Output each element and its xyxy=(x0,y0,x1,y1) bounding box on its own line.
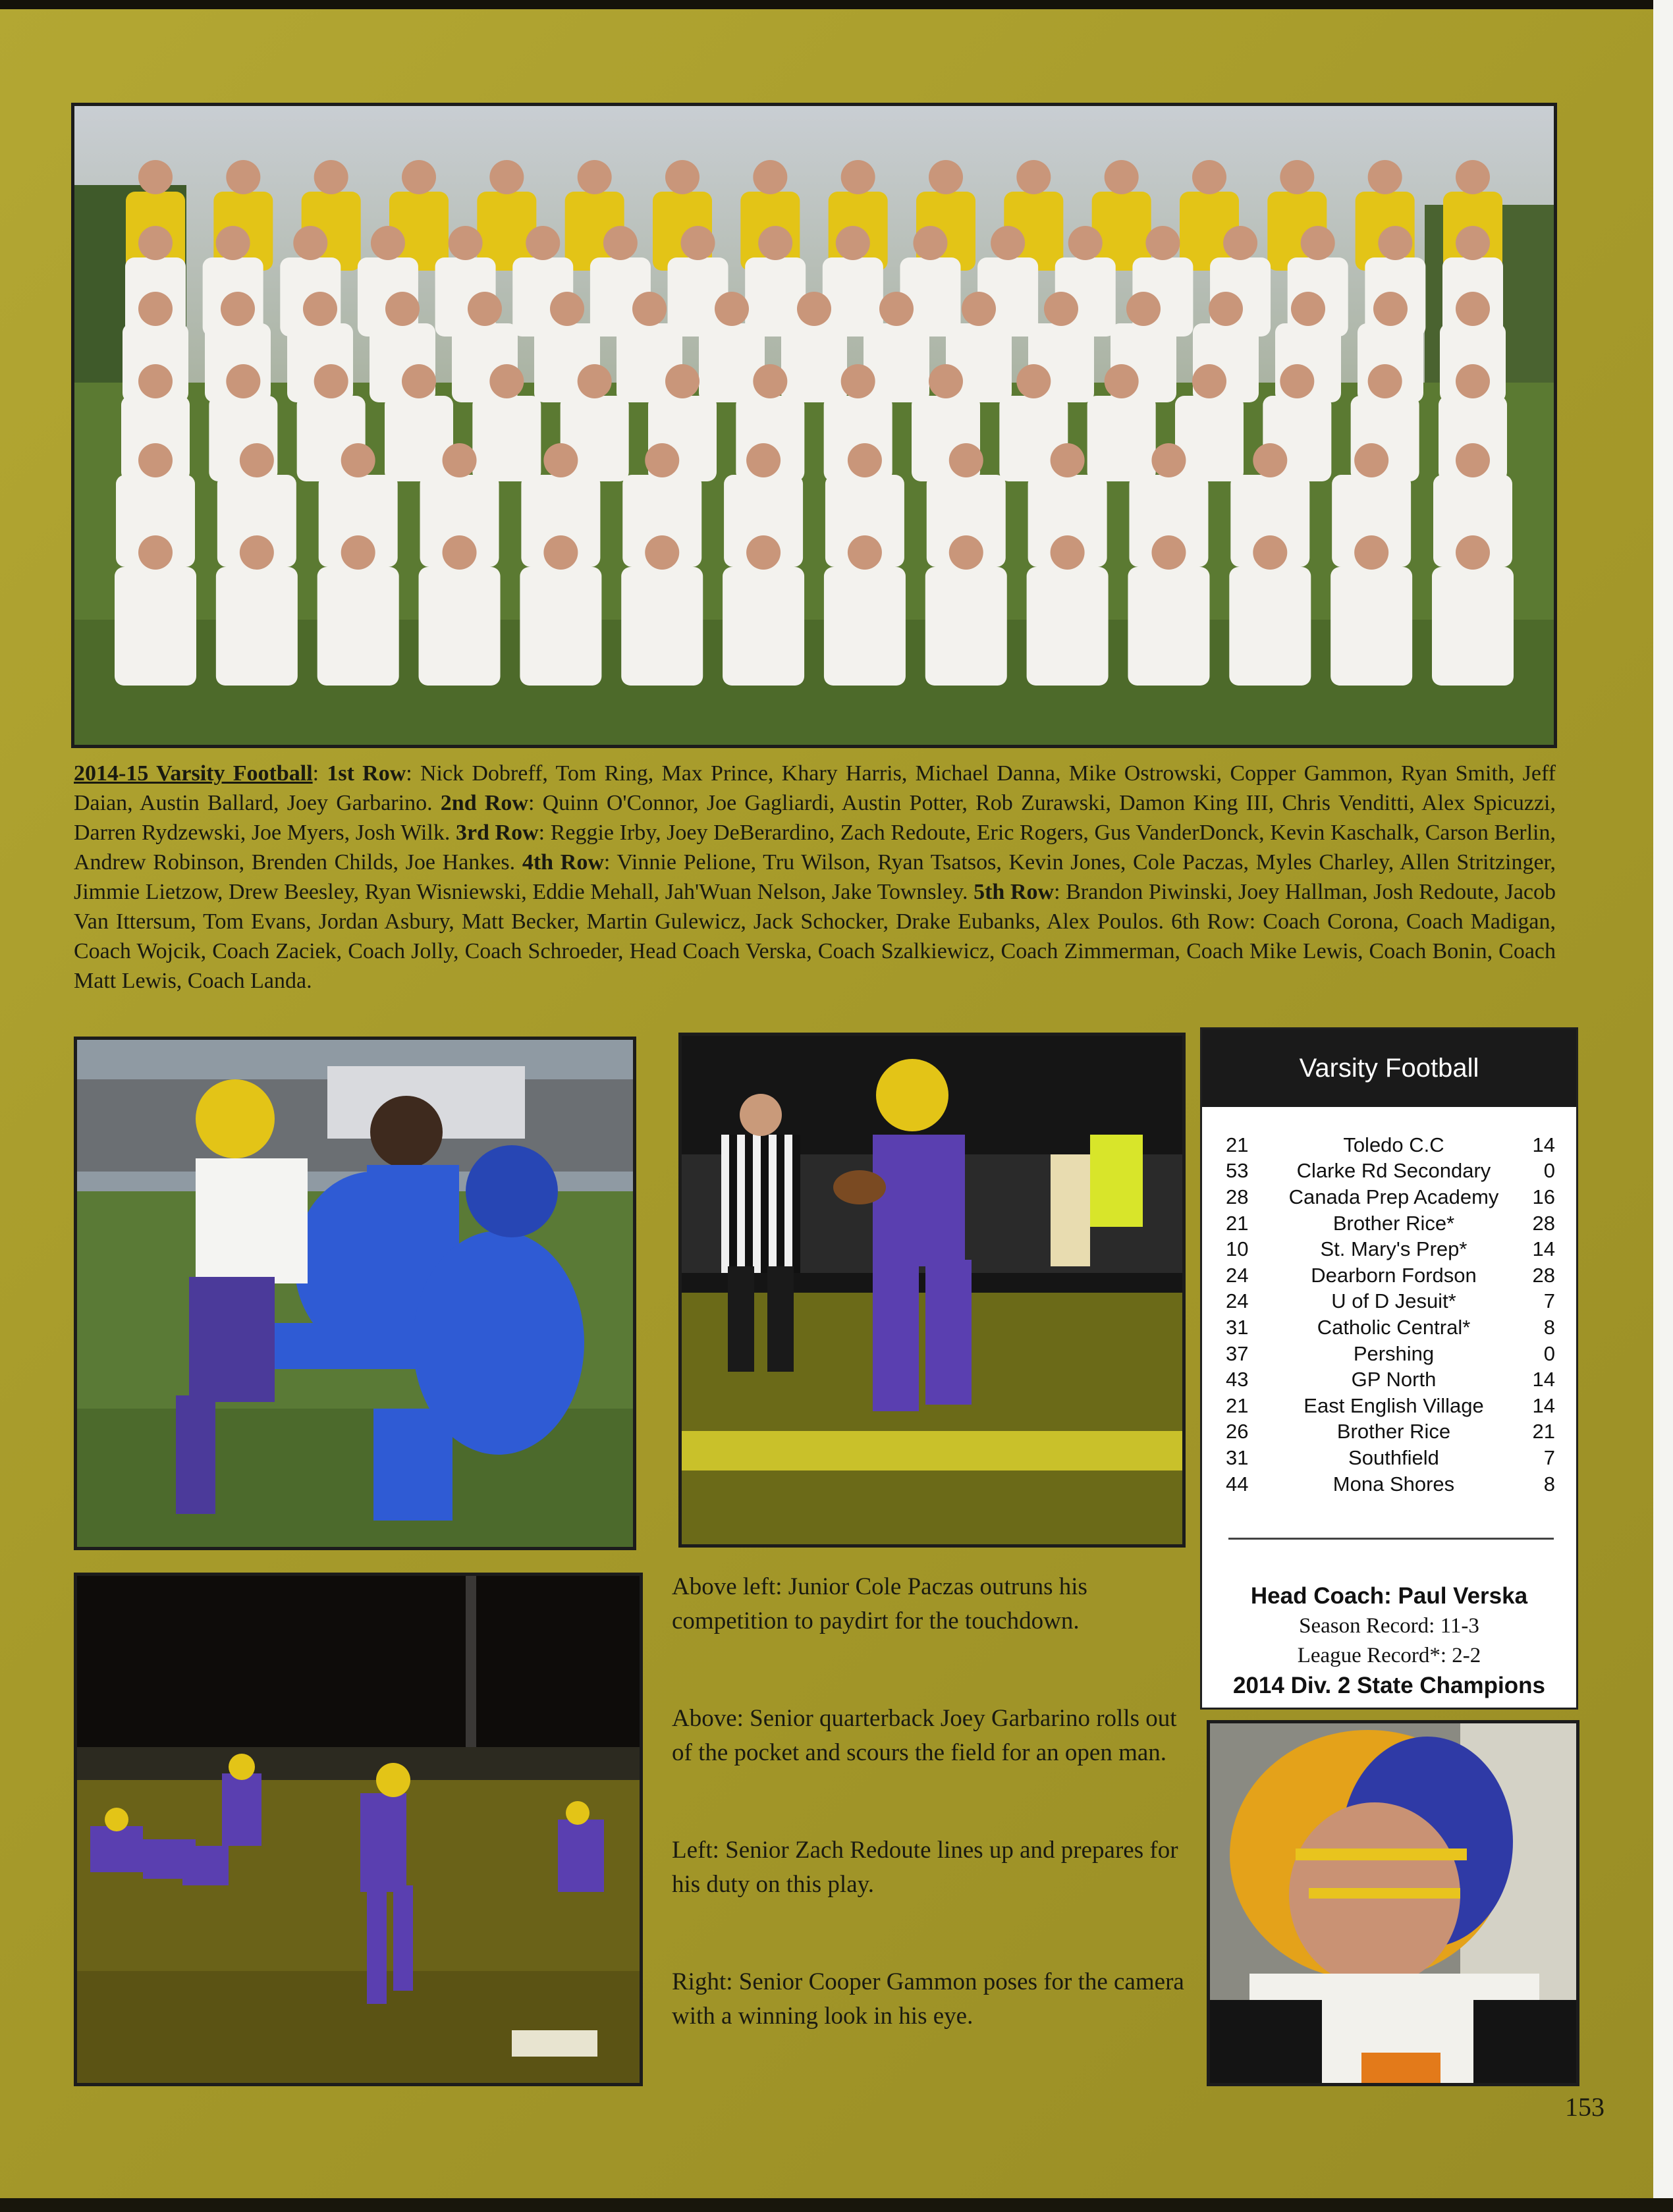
caption-portrait: Right: Senior Cooper Gammon poses for the camera with a winning look in his eye. xyxy=(672,1968,1184,2030)
our-score: 24 xyxy=(1226,1263,1249,1287)
row-names: Nick Dobreff, Tom Ring, Max Prince, Khary Harris, Michael Danna, Mike Ostrowski, Copper Gammon, Ryan Smith, Jeff Daian, Austin Ballard, Joey Garbarino. xyxy=(74,761,1556,815)
opponent-name: Brother Rice xyxy=(1336,1420,1451,1443)
row-label: 6th Row xyxy=(1171,909,1249,934)
opponent-name: Dearborn Fordson xyxy=(1311,1263,1477,1287)
row-label: 4th Row xyxy=(522,850,604,875)
caption-runner: Above left: Junior Cole Paczas outruns his competition to paydirt for the touchdown. xyxy=(672,1573,1087,1634)
our-score: 21 xyxy=(1226,1211,1249,1235)
team-photo xyxy=(71,103,1557,748)
row-names: Quinn O'Connor, Joe Gagliardi, Austin Potter, Rob Zurawski, Damon King III, Chris Venditti, Alex Spicuzzi, Darren Rydzewski, Joe Myers, Josh Wilk. xyxy=(74,791,1556,845)
opponent-score: 7 xyxy=(1543,1289,1555,1313)
opponent-score: 21 xyxy=(1532,1420,1555,1443)
team-caption: 2014-15 Varsity Football: 1st Row: Nick Dobreff, Tom Ring, Max Prince, Khary Harris, Michael Danna, Mike Ostrowski, Copper Gammon, Ryan Smith, Jeff Daian, Austin Ballard, Joey Garbarino. 2nd Row: Quinn O'Connor, Joe Gagliardi, Austin Potter, Rob Zurawski, Damon King III, Chris Venditti, Alex Spicuzzi, Darren Rydzewski, Joe Myers, Josh Wilk. 3rd Row: Reggie Irby, Joey DeBerardino, Zach Redoute, Eric Rogers, Gus VanderDonck, Kevin Kaschalk, Carson Berlin, Andrew Robinson, Brenden Childs, Joe Hankes. 4th Row: Vinnie Pelione, Tru Wilson, Ryan Tsatsos, Kevin Jones, Cole Paczas, Myles Charley, Allen Stritzinger, Jimmie Lietzow, Drew Beesley, Ryan Wisniewski, Eddie Mehall, Jah'Wuan Nelson, Jake Townsley. 5th Row: Brandon Piwinski, Joey Hallman, Josh Redoute, Jacob Van Ittersum, Tom Evans, Jordan Asbury, Matt Becker, Martin Gulewicz, Jack Schocker, Drake Eubanks, Alex Poulos. 6th Row: Coach Corona, Coach Madigan, Coach Wojcik, Coach Zaciek, Coach Jolly, Coach Schroeder, Head Coach Verska, Coach Szalkiewicz, Coach Zimmerman, Coach Mike Lewis, Coach Bonin, Coach Matt Lewis, Coach Landa. xyxy=(74,761,1556,993)
caption-line: Left: Senior Zach Redoute lines up and prepares for his duty on this play. xyxy=(672,1837,1178,1898)
scan-edge-bottom xyxy=(0,2198,1673,2212)
scan-edge-right xyxy=(1653,0,1673,2212)
opponent-name: Mona Shores xyxy=(1332,1472,1455,1496)
opponent-name: St. Mary's Prep* xyxy=(1320,1237,1467,1261)
our-score: 28 xyxy=(1226,1185,1249,1208)
opponent-score: 14 xyxy=(1532,1368,1555,1391)
score-row xyxy=(1226,1419,1555,1445)
opponent-name: Toledo C.C xyxy=(1343,1133,1444,1156)
score-row xyxy=(1226,1184,1555,1210)
score-row xyxy=(1226,1289,1555,1315)
opponent-score: 7 xyxy=(1543,1445,1555,1469)
row-names: Vinnie Pelione, Tru Wilson, Ryan Tsatsos, Kevin Jones, Cole Paczas, Myles Charley, Allen Stritzinger, Jimmie Lietzow, Drew Beesley, Ryan Wisniewski, Eddie Mehall, Jah'Wuan Nelson, Jake Townsley. xyxy=(74,850,1556,904)
season-record: Season Record: 11-3 xyxy=(1299,1614,1479,1638)
score-row xyxy=(1226,1366,1555,1393)
photo-runner-touchdown xyxy=(74,1037,636,1550)
opponent-name: GP North xyxy=(1351,1368,1437,1391)
team-caption-row: 4th Row: Vinnie Pelione, Tru Wilson, Ryan Tsatsos, Kevin Jones, Cole Paczas, Myles Charley, Allen Stritzinger, Jimmie Lietzow, Drew Beesley, Ryan Wisniewski, Eddie Mehall, Jah'Wuan Nelson, Jake Townsley. xyxy=(74,850,1556,904)
team-caption-row: 2nd Row: Quinn O'Connor, Joe Gagliardi, Austin Potter, Rob Zurawski, Damon King III, Chris Venditti, Alex Spicuzzi, Darren Rydzewski, Joe Myers, Josh Wilk. xyxy=(74,791,1556,845)
photo-captions xyxy=(672,1570,1192,2097)
row-names: Brandon Piwinski, Joey Hallman, Josh Redoute, Jacob Van Ittersum, Tom Evans, Jordan Asbury, Matt Becker, Martin Gulewicz, Jack Schocker, Drake Eubanks, Alex Poulos. xyxy=(74,880,1556,934)
championship-title: 2014 Div. 2 State Champions xyxy=(1233,1673,1545,1698)
photo-line-of-scrimmage xyxy=(74,1573,643,2086)
opponent-score: 28 xyxy=(1532,1211,1555,1235)
our-score: 24 xyxy=(1226,1289,1249,1313)
score-row xyxy=(1226,1393,1555,1419)
row-label: 2nd Row xyxy=(440,791,528,815)
season-scorebox xyxy=(1200,1027,1578,1710)
opponent-score: 14 xyxy=(1532,1237,1555,1261)
row-label: 3rd Row xyxy=(455,821,539,845)
caption-quarterback: Above: Senior quarterback Joey Garbarino rolls out of the pocket and scours the field for an open man. xyxy=(672,1705,1177,1766)
coach-summary xyxy=(1202,1581,1576,1701)
our-score: 21 xyxy=(1226,1393,1249,1417)
our-score: 26 xyxy=(1226,1420,1249,1443)
scorebox-title: Varsity Football xyxy=(1202,1029,1576,1107)
opponent-name: East English Village xyxy=(1303,1393,1484,1417)
team-caption-row: 3rd Row: Reggie Irby, Joey DeBerardino, Zach Redoute, Eric Rogers, Gus VanderDonck, Kevin Kaschalk, Carson Berlin, Andrew Robinson, Brenden Childs, Joe Hankes. xyxy=(74,821,1556,875)
score-row xyxy=(1226,1314,1555,1341)
score-row xyxy=(1226,1341,1555,1367)
score-row xyxy=(1226,1471,1555,1497)
head-coach: Head Coach: Paul Verska xyxy=(1250,1583,1528,1609)
score-row xyxy=(1226,1236,1555,1262)
our-score: 21 xyxy=(1226,1133,1249,1156)
score-row xyxy=(1226,1132,1555,1158)
team-caption-lead: 2014-15 Varsity Football xyxy=(74,761,313,786)
scorebox-divider xyxy=(1228,1538,1554,1540)
opponent-score: 14 xyxy=(1532,1133,1555,1156)
opponent-name: Catholic Central* xyxy=(1317,1315,1471,1339)
row-names: Reggie Irby, Joey DeBerardino, Zach Redoute, Eric Rogers, Gus VanderDonck, Kevin Kaschalk, Carson Berlin, Andrew Robinson, Brenden Childs, Joe Hankes. xyxy=(74,821,1556,875)
opponent-name: Canada Prep Academy xyxy=(1288,1185,1499,1208)
opponent-name: Pershing xyxy=(1353,1341,1435,1365)
opponent-score: 0 xyxy=(1543,1341,1555,1365)
photo-player-portrait xyxy=(1207,1720,1579,2086)
opponent-score: 28 xyxy=(1532,1263,1555,1287)
our-score: 31 xyxy=(1226,1445,1249,1469)
opponent-name: Clarke Rd Secondary xyxy=(1296,1159,1491,1183)
our-score: 44 xyxy=(1226,1472,1249,1496)
our-score: 43 xyxy=(1226,1368,1249,1391)
opponent-name: Southfield xyxy=(1348,1445,1439,1469)
opponent-score: 8 xyxy=(1543,1315,1555,1339)
score-table xyxy=(1226,1132,1555,1497)
our-score: 53 xyxy=(1226,1159,1249,1183)
opponent-score: 14 xyxy=(1532,1393,1555,1417)
score-row xyxy=(1226,1158,1555,1185)
scan-edge-top xyxy=(0,0,1673,9)
photo-quarterback xyxy=(678,1033,1186,1548)
team-caption-row: 6th Row: Coach Corona, Coach Madigan, Coach Wojcik, Coach Zaciek, Coach Jolly, Coach Schroeder, Head Coach Verska, Coach Szalkiewicz, Coach Zimmerman, Coach Mike Lewis, Coach Bonin, Coach Matt Lewis, Coach Landa. xyxy=(74,909,1556,993)
score-row xyxy=(1226,1262,1555,1289)
score-row xyxy=(1226,1445,1555,1471)
team-caption-row: 5th Row: Brandon Piwinski, Joey Hallman, Josh Redoute, Jacob Van Ittersum, Tom Evans, Jordan Asbury, Matt Becker, Martin Gulewicz, Jack Schocker, Drake Eubanks, Alex Poulos. xyxy=(74,880,1556,934)
our-score: 31 xyxy=(1226,1315,1249,1339)
team-caption-row: 1st Row: Nick Dobreff, Tom Ring, Max Prince, Khary Harris, Michael Danna, Mike Ostrowski, Copper Gammon, Ryan Smith, Jeff Daian, Austin Ballard, Joey Garbarino. xyxy=(74,761,1556,815)
opponent-score: 8 xyxy=(1543,1472,1555,1496)
league-record: League Record*: 2-2 xyxy=(1297,1644,1481,1667)
opponent-name: Brother Rice* xyxy=(1332,1211,1455,1235)
opponent-score: 16 xyxy=(1532,1185,1555,1208)
row-label: 1st Row xyxy=(327,761,406,786)
row-names: Coach Corona, Coach Madigan, Coach Wojcik, Coach Zaciek, Coach Jolly, Coach Schroeder, Head Coach Verska, Coach Szalkiewicz, Coach Zimmerman, Coach Mike Lewis, Coach Bonin, Coach Matt Lewis, Coach Landa. xyxy=(74,909,1556,993)
our-score: 10 xyxy=(1226,1237,1249,1261)
row-label: 5th Row xyxy=(974,880,1055,904)
opponent-name: U of D Jesuit* xyxy=(1331,1289,1456,1313)
opponent-score: 0 xyxy=(1543,1159,1555,1183)
page-number: 153 xyxy=(1565,2092,1604,2122)
score-row xyxy=(1226,1210,1555,1237)
our-score: 37 xyxy=(1226,1341,1249,1365)
